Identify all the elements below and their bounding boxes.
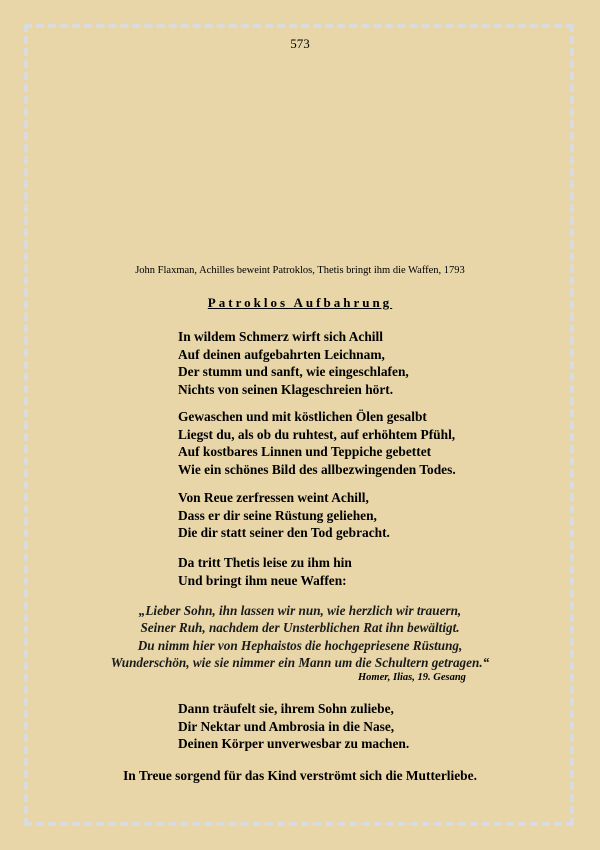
quote-line: Seiner Ruh, nachdem der Unsterblichen Rat ihn bewältigt. [140,620,460,636]
stanza-5 [178,700,409,753]
verse-line: Gewaschen und mit köstlichen Ölen gesalbt [178,409,427,424]
stanza-3 [178,489,390,542]
quote-line: „Lieber Sohn, ihn lassen wir nun, wie herzlich wir trauern, [138,603,462,618]
stanza-1 [178,328,409,398]
verse-line: Die dir statt seiner den Tod gebracht. [178,525,390,541]
verse-line: Von Reue zerfressen weint Achill, [178,490,369,505]
quote-line: Wunderschön, wie sie nimmer ein Mann um die Schultern getragen.“ [110,655,490,671]
verse-line: Liegst du, als ob du ruhtest, auf erhöhtem Pfühl, [178,426,456,442]
stanza-4 [178,554,352,589]
verse-line: Deinen Körper unverwesbar zu machen. [178,736,410,752]
page-number: 573 [290,36,310,51]
verse-line: Dass er dir seine Rüstung geliehen, [178,507,377,523]
quote-source: Homer, Ilias, 19. Gesang [358,672,466,683]
verse-line: Dir Nektar und Ambrosia in die Nase, [178,718,395,734]
stanza-2 [178,408,456,478]
homer-quote [0,602,600,672]
quote-line: Du nimm hier von Hephaistos die hochgepriesene Rüstung, [137,637,463,653]
image-caption: John Flaxman, Achilles beweint Patroklos, Thetis bringt ihm die Waffen, 1793 [135,265,465,276]
verse-line: Wie ein schönes Bild des allbezwingenden Todes. [178,461,456,477]
verse-line: Auf kostbares Linnen und Teppiche gebettet [178,444,432,460]
verse-line: Und bringt ihm neue Waffen: [178,572,347,588]
closing-line: In Treue sorgend für das Kind verströmt sich die Mutterliebe. [123,768,477,783]
verse-line: Auf deinen aufgebahrten Leichnam, [178,346,385,362]
verse-line: Nichts von seinen Klageschreien hört. [178,381,394,397]
verse-line: Dann träufelt sie, ihrem Sohn zuliebe, [178,701,394,716]
verse-line: In wildem Schmerz wirft sich Achill [178,329,383,344]
poem-title: Patroklos Aufbahrung [207,295,393,310]
verse-line: Da tritt Thetis leise zu ihm hin [178,555,352,570]
verse-line: Der stumm und sanft, wie eingeschlafen, [178,364,409,380]
